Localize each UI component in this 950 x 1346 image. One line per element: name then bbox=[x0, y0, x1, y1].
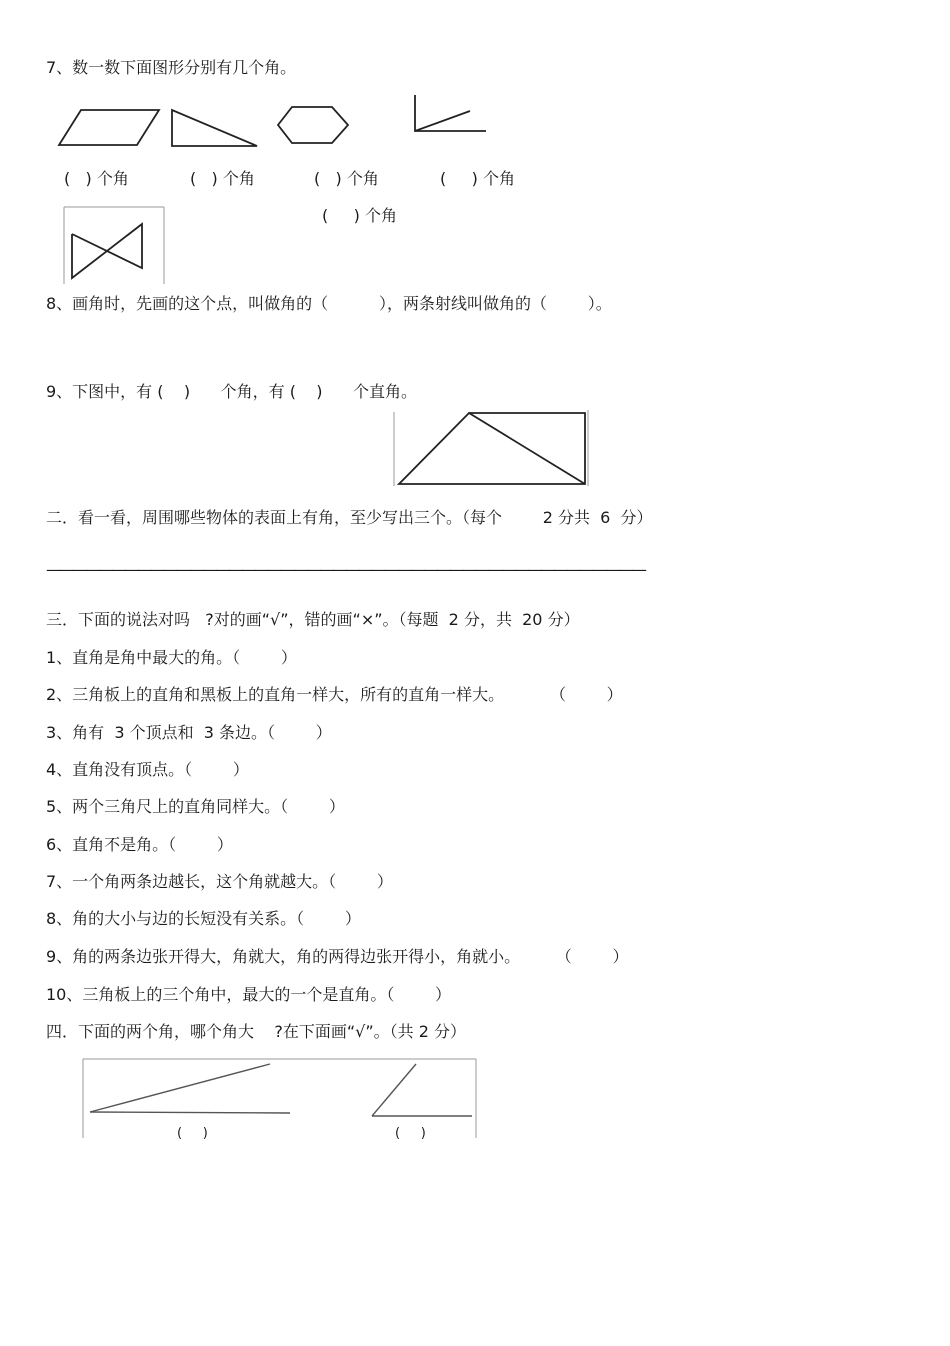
angle-choice-left: ( ) bbox=[177, 1126, 208, 1141]
answer-dash-line: —————————————————————————————————————————————— bbox=[46, 560, 644, 579]
judgement-item: 1、直角是角中最大的角。（ ） bbox=[46, 648, 297, 667]
angle-figure bbox=[410, 93, 492, 138]
q7-answer-1: ( ) 个角 bbox=[64, 169, 129, 188]
judgement-item: 9、角的两条边张开得大，角就大，角的两得边张开得小，角就小。 （ ） bbox=[46, 947, 629, 966]
judgement-item: 5、两个三角尺上的直角同样大。（ ） bbox=[46, 797, 345, 816]
judgement-item: 3、角有 3 个顶点和 3 条边。（ ） bbox=[46, 723, 332, 742]
right-triangle-figure bbox=[168, 105, 263, 150]
q7-answer-4: ( ) 个角 bbox=[440, 169, 516, 188]
q7-answer-2: ( ) 个角 bbox=[190, 169, 255, 188]
section2-title: 二．看一看，周围哪些物体的表面上有角，至少写出三个。（每个 2 分共 6 分） bbox=[46, 508, 653, 527]
judgement-item: 6、直角不是角。（ ） bbox=[46, 835, 233, 854]
judgement-item: 2、三角板上的直角和黑板上的直角一样大，所有的直角一样大。 （ ） bbox=[46, 685, 623, 704]
judgement-item: 7、一个角两条边越长，这个角就越大。（ ） bbox=[46, 872, 393, 891]
section4-title: 四．下面的两个角，哪个角大 ?在下面画“√”。（共 2 分） bbox=[46, 1022, 466, 1041]
judgement-item: 10、三角板上的三个角中，最大的一个是直角。（ ） bbox=[46, 985, 452, 1004]
judgement-item: 4、直角没有顶点。（ ） bbox=[46, 760, 249, 779]
judgement-item: 8、角的大小与边的长短没有关系。（ ） bbox=[46, 909, 361, 928]
section3-title: 三．下面的说法对吗 ?对的画“√”，错的画“×”。（每题 2 分，共 20 分） bbox=[46, 610, 580, 629]
bowtie-figure bbox=[62, 206, 167, 286]
q9-text: 9、下图中，有 ( ) 个角，有 ( ) 个直角。 bbox=[46, 382, 418, 401]
q8-text: 8、画角时，先画的这个点，叫做角的（ ），两条射线叫做角的（ ）。 bbox=[46, 294, 612, 313]
angle-choice-right: ( ) bbox=[395, 1126, 426, 1141]
q7-answer-3: ( ) 个角 bbox=[314, 169, 379, 188]
hexagon-figure bbox=[274, 103, 354, 148]
q7-title: 7、数一数下面图形分别有几个角。 bbox=[46, 58, 297, 77]
parallelogram-figure bbox=[55, 105, 165, 150]
q7-answer-5: ( ) 个角 bbox=[322, 206, 398, 225]
rectangle-triangle-figure bbox=[394, 410, 590, 488]
